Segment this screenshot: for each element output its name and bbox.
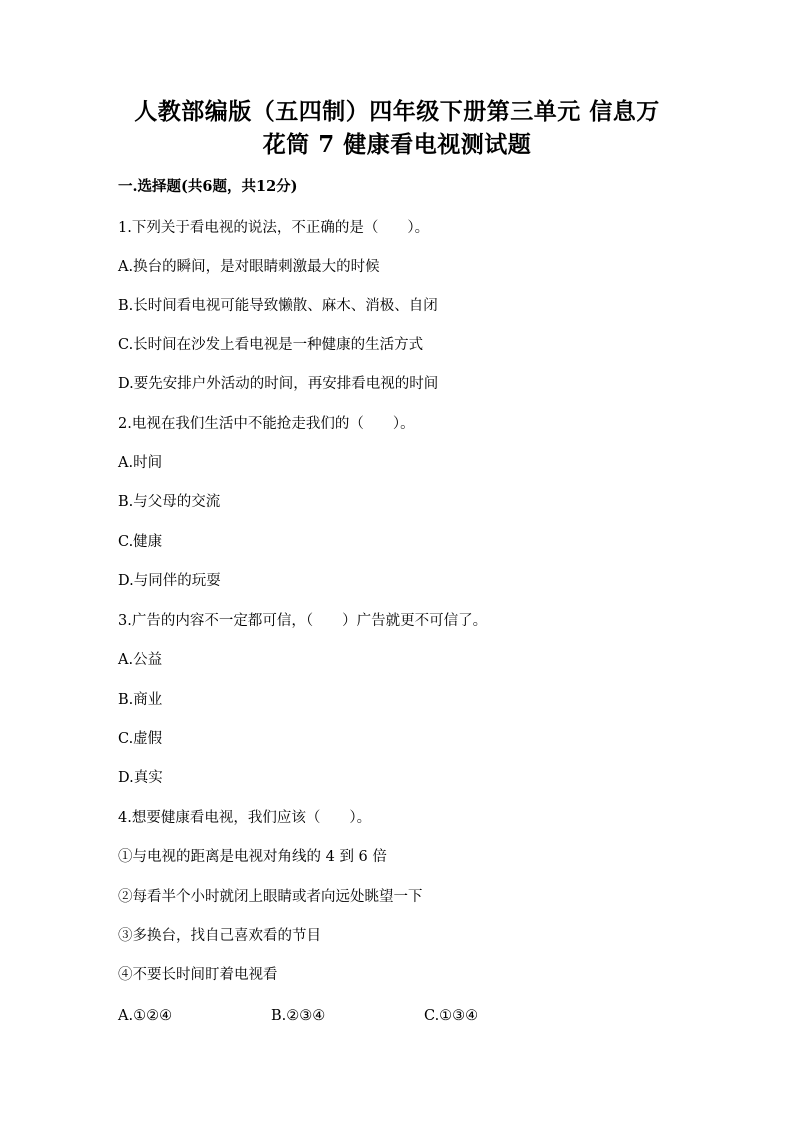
question-2-option-a: A.时间 (118, 455, 163, 471)
question-2-stem: 2.电视在我们生活中不能抢走我们的（ ）。 (118, 416, 415, 432)
question-2-option-d: D.与同伴的玩耍 (118, 573, 221, 589)
question-1-option-a: A.换台的瞬间，是对眼睛刺激最大的时候 (118, 259, 380, 275)
question-2-option-b: B.与父母的交流 (118, 494, 221, 510)
question-1-option-b: B.长时间看电视可能导致懒散、麻木、消极、自闭 (118, 298, 438, 314)
question-2-option-c: C.健康 (118, 534, 163, 550)
question-1-option-c: C.长时间在沙发上看电视是一种健康的生活方式 (118, 337, 424, 353)
question-1-stem: 1.下列关于看电视的说法，不正确的是（ ）。 (118, 220, 430, 236)
question-4-statement-3: ③多换台，找自己喜欢看的节目 (118, 928, 321, 944)
question-4-stem: 4.想要健康看电视，我们应该（ ）。 (118, 810, 372, 826)
section-heading: 一.选择题(共6题，共12分) (118, 178, 298, 195)
question-3-option-c: C.虚假 (118, 731, 163, 747)
question-3-option-b: B.商业 (118, 692, 163, 708)
question-4-statement-1: ①与电视的距离是电视对角线的 4 到 6 倍 (118, 849, 387, 865)
question-4-option-a: A.①②④ (118, 1008, 173, 1024)
question-4-option-b: B.②③④ (271, 1008, 326, 1024)
question-4-option-c: C.①③④ (424, 1008, 479, 1024)
question-1-option-d: D.要先安排户外活动的时间，再安排看电视的时间 (118, 376, 439, 392)
question-3-option-d: D.真实 (118, 770, 163, 786)
question-4-statement-4: ④不要长时间盯着电视看 (118, 967, 278, 983)
question-3-option-a: A.公益 (118, 652, 163, 668)
page-title-line-1: 人教部编版（五四制）四年级下册第三单元 信息万 (134, 98, 660, 125)
question-3-stem: 3.广告的内容不一定都可信，（ ）广告就更不可信了。 (118, 613, 488, 629)
page-title-line-2: 花筒 7 健康看电视测试题 (262, 131, 532, 158)
question-4-statement-2: ②每看半个小时就闭上眼睛或者向远处眺望一下 (118, 889, 423, 905)
